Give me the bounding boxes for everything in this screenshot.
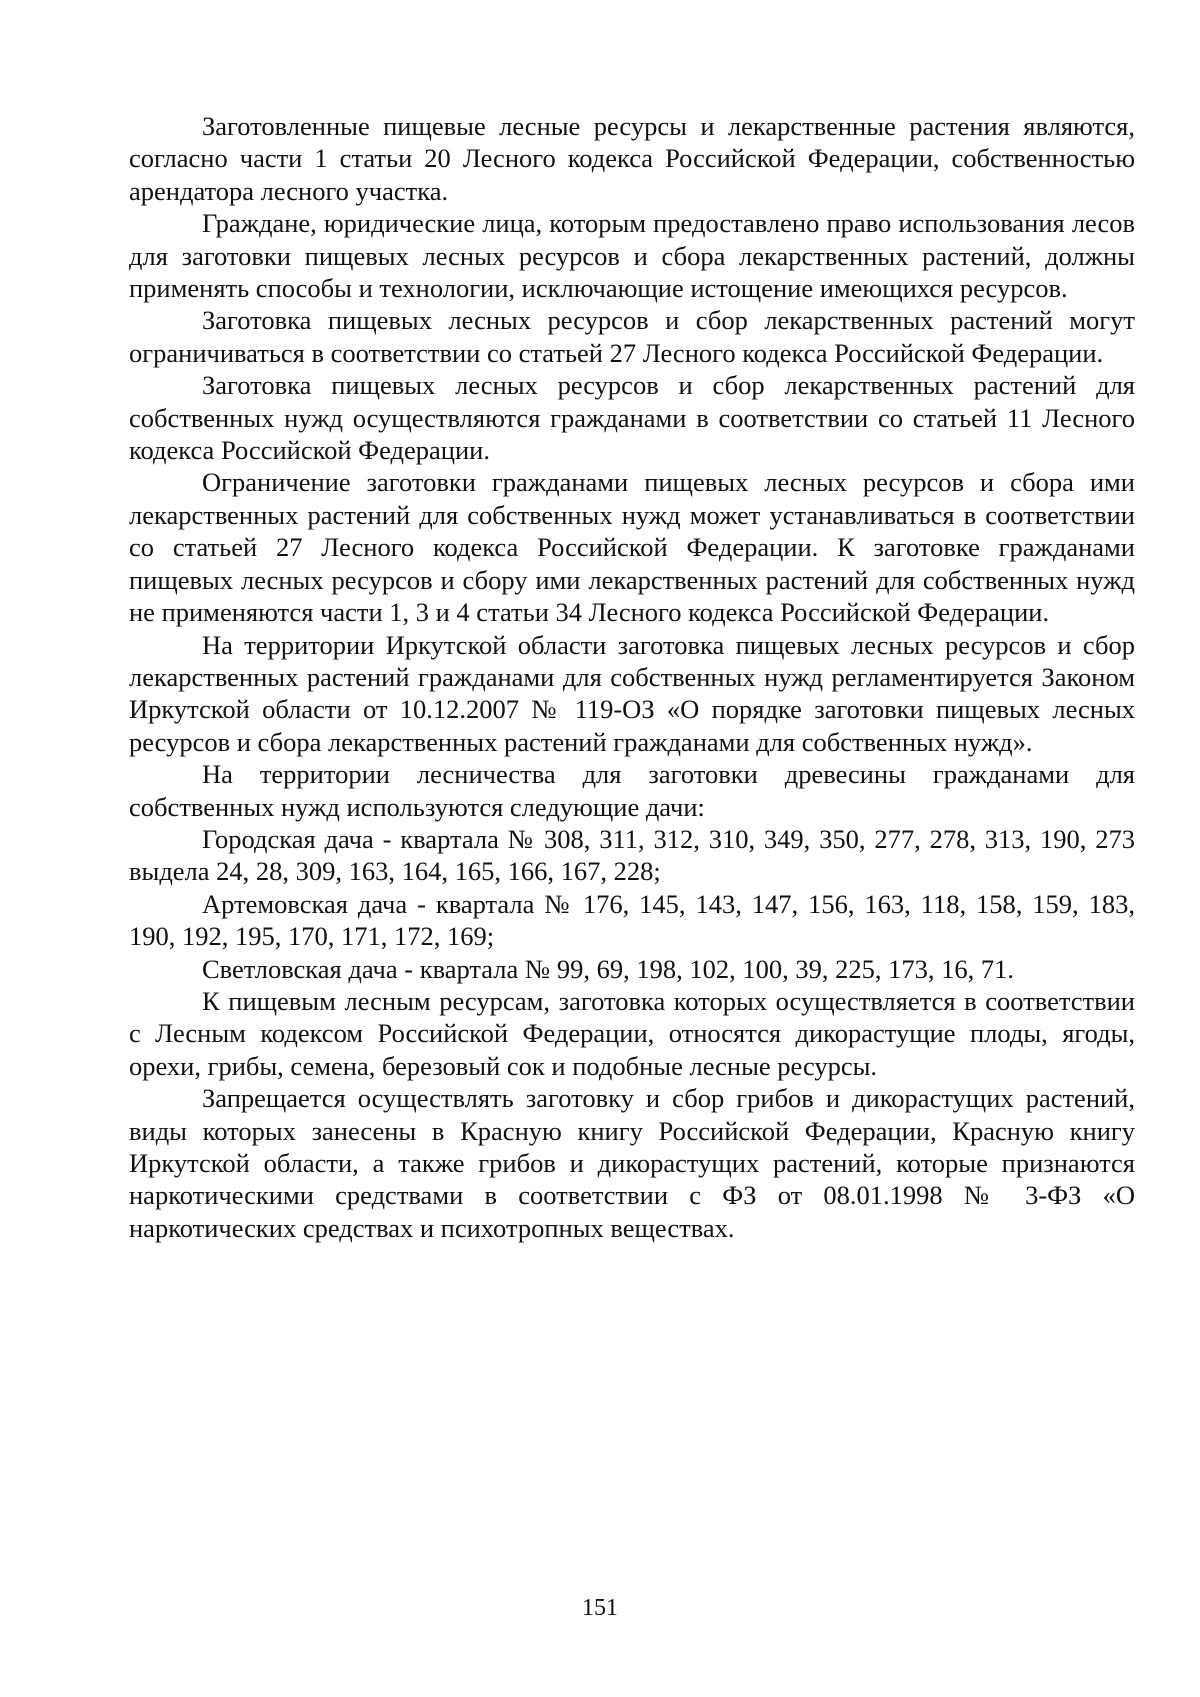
paragraph: Заготовка пищевых лесных ресурсов и сбор лекарственных растений могут ограничиваться в соответствии со статьей 27 Лесного кодекса Российской Федерации. <box>129 305 1135 368</box>
page-number: 151 <box>582 1595 618 1621</box>
document-body <box>129 110 1135 1244</box>
paragraph: Ограничение заготовки гражданами пищевых лесных ресурсов и сбора ими лекарственных растений для собственных нужд может устанавливаться в соответствии со статьей 27 Лесного кодекса Российской Федерации. К заготовке гражданами пищевых лесных ресурсов и сбору ими лекарственных растений для собственных нужд не применяются части 1, 3 и 4 статьи 34 Лесного кодекса Российской Федерации. <box>129 467 1135 628</box>
paragraph: Заготовка пищевых лесных ресурсов и сбор лекарственных растений для собственных нужд осуществляются гражданами в соответствии со статьей 11 Лесного кодекса Российской Федерации. <box>129 370 1135 466</box>
paragraph: К пищевым лесным ресурсам, заготовка которых осуществляется в соответствии с Лесным кодексом Российской Федерации, относятся дикорастущие плоды, ягоды, орехи, грибы, семена, березовый сок и подобные лесные ресурсы. <box>129 985 1135 1081</box>
paragraph: Артемовская дача - квартала № 176, 145, 143, 147, 156, 163, 118, 158, 159, 183, 190, 192, 195, 170, 171, 172, 169; <box>129 888 1135 952</box>
paragraph: На территории лесничества для заготовки древесины гражданами для собственных нужд используются следующие дачи: <box>129 759 1135 822</box>
paragraph: На территории Иркутской области заготовка пищевых лесных ресурсов и сбор лекарственных растений гражданами для собственных нужд регламентируется Законом Иркутской области от 10.12.2007 № 119-ОЗ «О порядке заготовки пищевых лесных ресурсов и сбора лекарственных растений гражданами для собственных нужд». <box>129 629 1135 757</box>
paragraph: Заготовленные пищевые лесные ресурсы и лекарственные растения являются, согласно части 1 статьи 20 Лесного кодекса Российской Федерации, собственностью арендатора лесного участка. <box>129 111 1135 206</box>
paragraph: Городская дача - квартала № 308, 311, 312, 310, 349, 350, 277, 278, 313, 190, 273 выдела 24, 28, 309, 163, 164, 165, 166, 167, 228; <box>129 823 1135 887</box>
paragraph: Граждане, юридические лица, которым предоставлено право использования лесов для заготовки пищевых лесных ресурсов и сбора лекарственных растений, должны применять способы и технологии, исключающие истощение имеющихся ресурсов. <box>129 208 1135 304</box>
paragraph: Запрещается осуществлять заготовку и сбор грибов и дикорастущих растений, виды которых занесены в Красную книгу Российской Федерации, Красную книгу Иркутской области, а также грибов и дикорастущих растений, которые признаются наркотическими средствами в соответствии с ФЗ от 08.01.1998 № 3-ФЗ «О наркотических средствах и психотропных веществах. <box>129 1083 1135 1243</box>
paragraph: Светловская дача - квартала № 99, 69, 198, 102, 100, 39, 225, 173, 16, 71. <box>202 953 1014 984</box>
